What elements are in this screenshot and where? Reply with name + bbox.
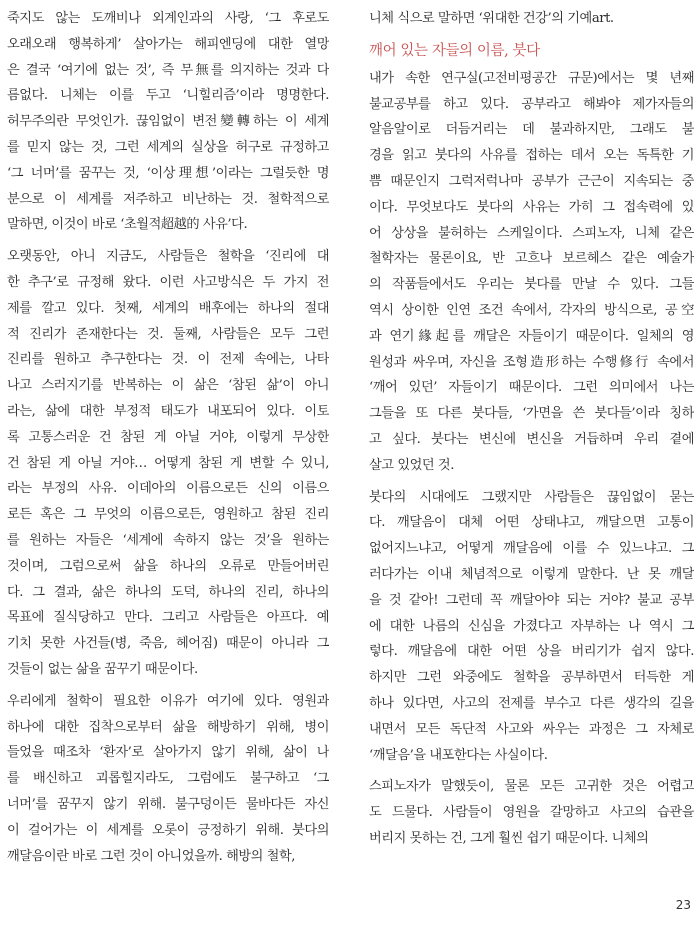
text-line: 다. 깨달음이 대체 어떤 상태냐고, 깨달으면 고통이 [369,515,694,531]
text-line: 의 작품들에서도 우리는 붓다를 만날 수 있다. 그들 [369,277,694,293]
text-line: 로든 혹은 그 무엇의 이름으로든, 영원하고 참된 진리 [7,507,329,523]
text-line: 철학자는 물론이요, 반 고흐나 보르헤스 같은 예술가 [369,251,694,267]
text-line: 도 드물다. 사람들이 영원을 갈망하고 사고의 습관을 [369,805,694,821]
text-line: 러다가는 이내 체념적으로 이렇게 말한다. 난 못 깨달 [369,566,694,582]
text-line: 깨달음이란 바로 그런 것이 아니었을까. 해방의 철학, [7,848,296,864]
left-text-column [7,6,329,869]
text-line: 렇다. 깨달음에 대한 어떤 상을 버리기가 쉽지 않다. [369,644,694,660]
text-line: 오래오래 행복하게’ 살아가는 해피엔딩에 대한 열망 [7,36,329,52]
section-heading: 깨어 있는 자들의 이름, 붓다 [369,42,540,59]
text-line: 을 것 같아! 그런데 꼭 깨달아야 되는 거야? 불교 공부 [369,592,694,608]
intro-line: 니체 식으로 말하면 ‘위대한 건강’의 기예art. [369,11,614,26]
text-line: 너머’를 꿈꾸지 않기 위해. 불구덩이든 물바다든 자신 [7,796,329,812]
text-line: 라는, 삶에 대한 부정적 태도가 내포되어 있다. 이토 [7,403,329,419]
text-line: 목표에 질식당하고 만다. 그리고 사람들은 아프다. 예 [7,610,329,626]
right-text-column [369,6,694,852]
text-line: 불교공부를 하고 있다. 공부라고 해봐야 제가자들의 [369,96,694,112]
text-line: 에 대한 나름의 신심을 가졌다고 자부하는 나 역시 그 [369,618,694,634]
text-line: 를 원하는 자들은 ‘세계에 속하지 않는 것’을 원하는 [7,532,329,548]
text-line: 고 싶다. 붓다는 변신에 변신을 거듭하며 우리 곁에 [369,431,694,447]
text-line: 것들이 없는 삶을 꿈꾸기 때문이다. [7,661,198,677]
text-line: 과 연기緣起를 깨달은 자들이기 때문이다. 일체의 영 [369,328,694,344]
text-line: ‘그 너머’를 꿈꾸는 것, ‘이상理想’이라는 그럴듯한 명 [7,165,329,181]
right-body-text [369,66,694,852]
text-line: ‘깨달음’을 내포한다는 사실이다. [369,747,548,763]
text-line: 다. 그 결과, 삶은 하나의 도덕, 하나의 진리, 하나의 [7,584,329,600]
text-line: 들었을 때조차 ‘환자’로 살아가지 않기 위해, 삶이 나 [7,745,329,761]
text-line: 분으로 이 세계를 저주하고 비난하는 것. 철학적으로 [7,191,329,207]
text-line: 스피노자가 말했듯이, 물론 모든 고귀한 것은 어렵고 [369,779,694,795]
text-line: 내가 속한 연구실(고전비평공간 규문)에서는 몇 년째 [369,70,694,86]
text-line: 죽지도 않는 도깨비나 외계인과의 사랑, ‘그 후로도 [7,11,329,26]
text-line: 이다. 무엇보다도 붓다의 사유는 가히 그 접속력에 있 [369,199,694,215]
text-line: 허무주의란 무엇인가. 끊임없이 변전變轉하는 이 세계 [7,114,329,130]
text-line: 원성과 싸우며, 자신을 조형造形하는 수행修行 속에서 [369,354,694,370]
text-line: 나고 스러지기를 반복하는 이 삶은 ‘참된 삶’이 아니 [7,378,329,394]
text-line: ‘깨어 있던’ 자들이기 때문이다. 그런 의미에서 나는 [369,380,694,396]
text-line: 록 고통스러운 건 참된 게 아닐 거야, 이렇게 무상한 [7,429,329,445]
text-line: 쁨 때문인지 그럭저럭나마 공부가 근근이 지속되는 중 [369,173,694,189]
text-line: 하지만 그런 와중에도 철학을 공부하면서 터득한 게 [369,670,694,686]
text-line: 름없다. 니체는 이를 두고 ‘니힐리즘’이라 명명한다. [7,88,329,104]
text-line: 라는 부정의 사유. 이데아의 이름으로든 신의 이름으 [7,481,329,497]
text-line: 건 참된 게 아닐 거야… 어떻게 참된 게 변할 수 있니, [7,455,329,471]
text-line: 역시 상이한 인연 조건 속에서, 각자의 방식으로, 공空 [369,302,694,318]
text-line: 것이며, 그럼으로써 삶을 하나의 오류로 만들어버린 [7,558,329,574]
text-line: 진리를 원하고 추구한다는 것. 이 전제 속에는, 나타 [7,352,329,368]
text-line: 알음알이로 더듬거리는 데 불과하지만, 그래도 불 [369,122,694,138]
text-line: 살고 있었던 것. [369,457,454,473]
text-line: 한 추구’로 규정해 왔다. 이런 사고방식은 두 가지 전 [7,274,329,290]
text-line: 경을 읽고 붓다의 사유를 접하는 데서 오는 독특한 기 [369,148,694,164]
text-line: 를 배신하고 괴롭힐지라도, 그럼에도 불구하고 ‘그 [7,771,329,787]
text-line: 버리지 못하는 건, 그게 훨씬 쉽기 때문이다. 니체의 [369,830,649,846]
text-line: 우리에게 철학이 필요한 이유가 여기에 있다. 영원과 [7,693,329,709]
text-line: 제를 깔고 있다. 첫째, 세계의 배후에는 하나의 절대 [7,300,329,316]
text-line: 말하면, 이것이 바로 ‘초월적超越的 사유’다. [7,217,248,233]
text-line: 은 결국 ‘여기에 없는 것’, 즉 무無를 의지하는 것과 다 [7,62,329,78]
text-line: 하나 있다면, 사고의 전제를 부수고 다른 생각의 길을 [369,695,694,711]
text-line: 적 진리가 존재한다는 것. 둘째, 사람들은 모두 그런 [7,326,329,342]
text-line: 하나에 대한 집착으로부터 삶을 해방하기 위해, 병이 [7,719,329,735]
text-line: 붓다의 시대에도 그랬지만 사람들은 끊임없이 묻는 [369,489,694,505]
text-line: 없어지느냐고, 어떻게 깨달음에 이를 수 있느냐고. 그 [369,541,694,557]
text-line: 기치 못한 사건들(병, 죽음, 헤어짐) 때문이 아니라 그 [7,636,329,652]
text-line: 어 상상을 불허하는 스케일이다. 스피노자, 니체 같은 [369,225,694,241]
text-line: 그들을 또 다른 붓다들, ‘가면을 쓴 붓다들’이라 칭하 [369,406,694,422]
page-number: 23 [675,898,691,912]
text-line: 내면서 모든 독단적 사고와 싸우는 과정은 그 자체로 [369,721,694,737]
text-line: 오랫동안, 아니 지금도, 사람들은 철학을 ‘진리에 대 [7,249,329,265]
text-line: 이 걸어가는 이 세계를 오롯이 긍정하기 위해. 붓다의 [7,822,329,838]
text-line: 를 믿지 않는 것, 그런 세계의 실상을 허구로 규정하고 [7,139,329,155]
